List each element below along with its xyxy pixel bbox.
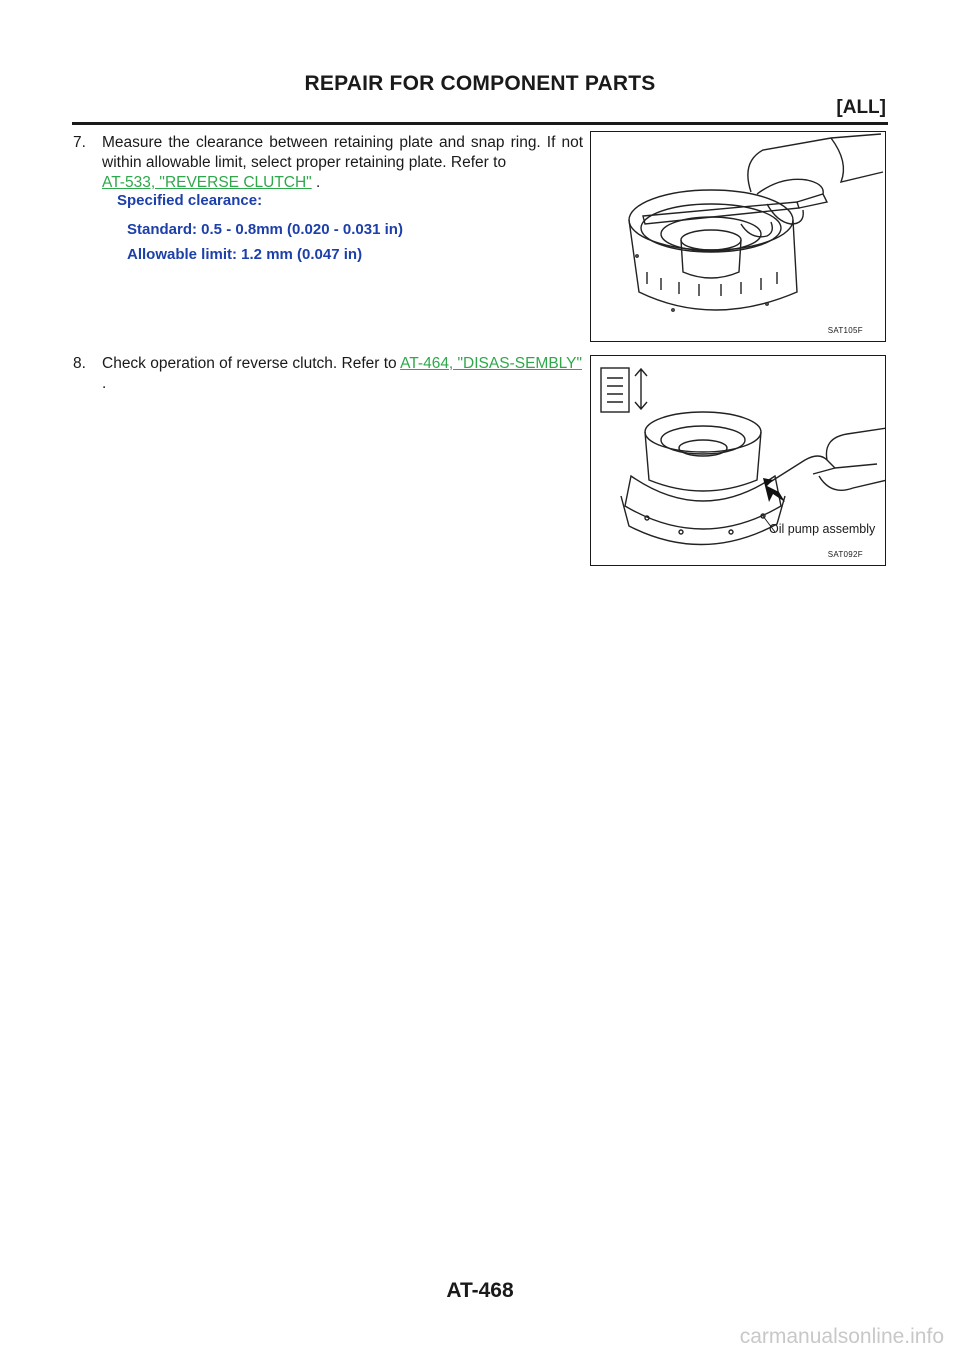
spec-heading: Specified clearance: — [117, 192, 263, 209]
oil-pump-label: Oil pump assembly — [769, 522, 876, 536]
figure-code: SAT105F — [827, 326, 863, 335]
step-text: Check operation of reverse clutch. Refer to — [102, 355, 397, 372]
step-text: Measure the clearance between retaining plate and snap ring. If not within allowable limit, select proper retaining plate. Refer to — [102, 134, 583, 171]
figure-reverse-clutch-clearance — [590, 131, 886, 342]
figure-code: SAT092F — [827, 550, 863, 559]
figure-oil-pump-air-check — [590, 355, 886, 566]
header-rule — [72, 122, 888, 125]
step-text-after: . — [311, 174, 321, 191]
step-8 — [73, 354, 583, 394]
clutch-drum-illustration — [591, 132, 886, 342]
page-number: AT-468 — [446, 1279, 514, 1302]
spec-standard: Standard: 0.5 - 0.8mm (0.020 - 0.031 in) — [127, 221, 403, 238]
step-7 — [73, 133, 583, 173]
section-tag: [ALL] — [836, 97, 886, 118]
page-title: REPAIR FOR COMPONENT PARTS — [304, 72, 656, 95]
watermark: carmanualsonline.info — [739, 1325, 944, 1348]
reverse-clutch-link[interactable]: AT-533, "REVERSE CLUTCH" — [102, 174, 312, 191]
step-text-after: . — [102, 375, 107, 392]
step-7-link-line — [73, 173, 583, 193]
spec-limit: Allowable limit: 1.2 mm (0.047 in) — [127, 246, 363, 263]
step-number: 7. — [73, 134, 86, 151]
step-number: 8. — [73, 355, 86, 372]
disassembly-link[interactable]: AT-464, "DISAS-SEMBLY" — [400, 355, 582, 372]
